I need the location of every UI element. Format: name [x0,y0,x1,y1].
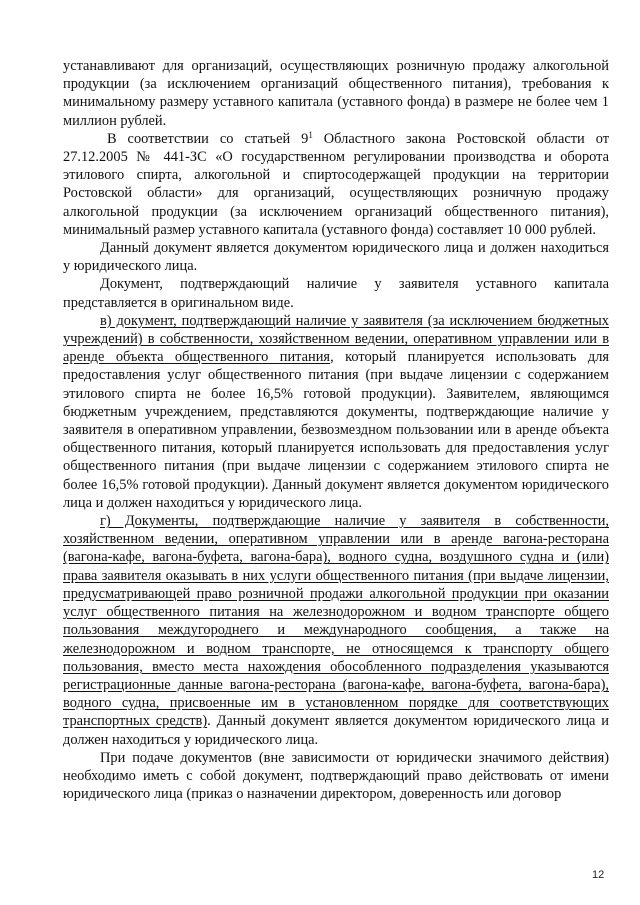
document-body [63,57,609,803]
item-g-underlined-text: г) Документы, подтверждающие наличие у заявителя в собственности, хозяйственном ведении, оперативном управлении или в аренде вагона-ресторана (вагона-кафе, вагона-буфета, вагона-бара), водного судна, воздушного судна и (или) права заявителя оказывать в них услуги общественного питания (при выдаче лицензии, предусматривающей право розничной продажи алкогольной продукции при оказании услуг общественного питания на железнодорожном и водном транспорте общего пользования междугороднего и международного сообщения, а также на железнодорожном и водном транспорте, не относящемся к транспорту общего пользования, вместо места нахождения обособленного подразделения указываются регистрационные данные вагона-ресторана (вагона-кафе, вагона-буфета, вагона-бара), водного судна, присвоенные им в установленном порядке для соответствующих транспортных средств) [63,513,609,730]
item-v-underlined-text: в) документ, подтверждающий наличие у заявителя (за исключением бюджетных учреждений) в собственности, хозяйственном ведении, оперативном управлении или в аренде объекта общественного питания [63,312,609,366]
article-superscript: 1 [308,129,313,140]
paragraph-authority-document: При подаче документов (вне зависимости от юридически значимого действия) необходимо иметь с собой документ, подтверждающий право действовать от имени юридического лица (приказ о назначении директором, доверенность или договор [63,749,609,803]
paragraph-continuation: устанавливают для организаций, осуществляющих розничную продажу алкогольной продукции (за исключением организаций общественного питания), требования к минимальному размеру уставного капитала (уставного фонда) в размере не более чем 1 миллион рублей. [63,58,609,129]
paragraph-item-g [63,512,609,749]
regional-law-text-start: В соответствии со статьей 9 [107,130,309,147]
paragraph-document-location: Данный документ является документом юридического лица и должен находиться у юридического лица. [63,240,609,275]
paragraph-regional-law [63,130,609,239]
item-g-text: . Данный документ является документом юридического лица и должен находиться у юридического лица. [63,713,609,748]
page-number: 12 [592,869,605,881]
paragraph-item-v [63,312,609,512]
regional-law-text-end: Областного закона Ростовской области от 27.12.2005 № 441-ЗС «О государственном регулировании производства и оборота этилового спирта, алкогольной и спиртосодержащей продукции на территории Ростовской области» для организаций, осуществляющих розничную продажу алкогольной продукции (за исключением организаций общественного питания), минимальный размер уставного капитала (уставного фонда) составляет 10 000 рублей. [63,130,609,238]
paragraph-original-form: Документ, подтверждающий наличие у заявителя уставного капитала представляется в оригинальном виде. [63,276,609,311]
item-v-text: , который планируется использовать для предоставления услуг общественного питания (при выдаче лицензии с содержанием этилового спирта не более 16,5% готовой продукции). Заявителем, являющимся бюджетным учреждением, представляются документы, подтверждающие наличие у заявителя в оперативном управлении, безвозмездном пользовании или в аренде объекта общественного питания, который планируется использовать для предоставления услуг общественного питания (при выдаче лицензии с содержанием этилового спирта не более 16,5% готовой продукции). Данный документ является документом юридического лица и должен находиться у юридического лица. [63,349,609,511]
